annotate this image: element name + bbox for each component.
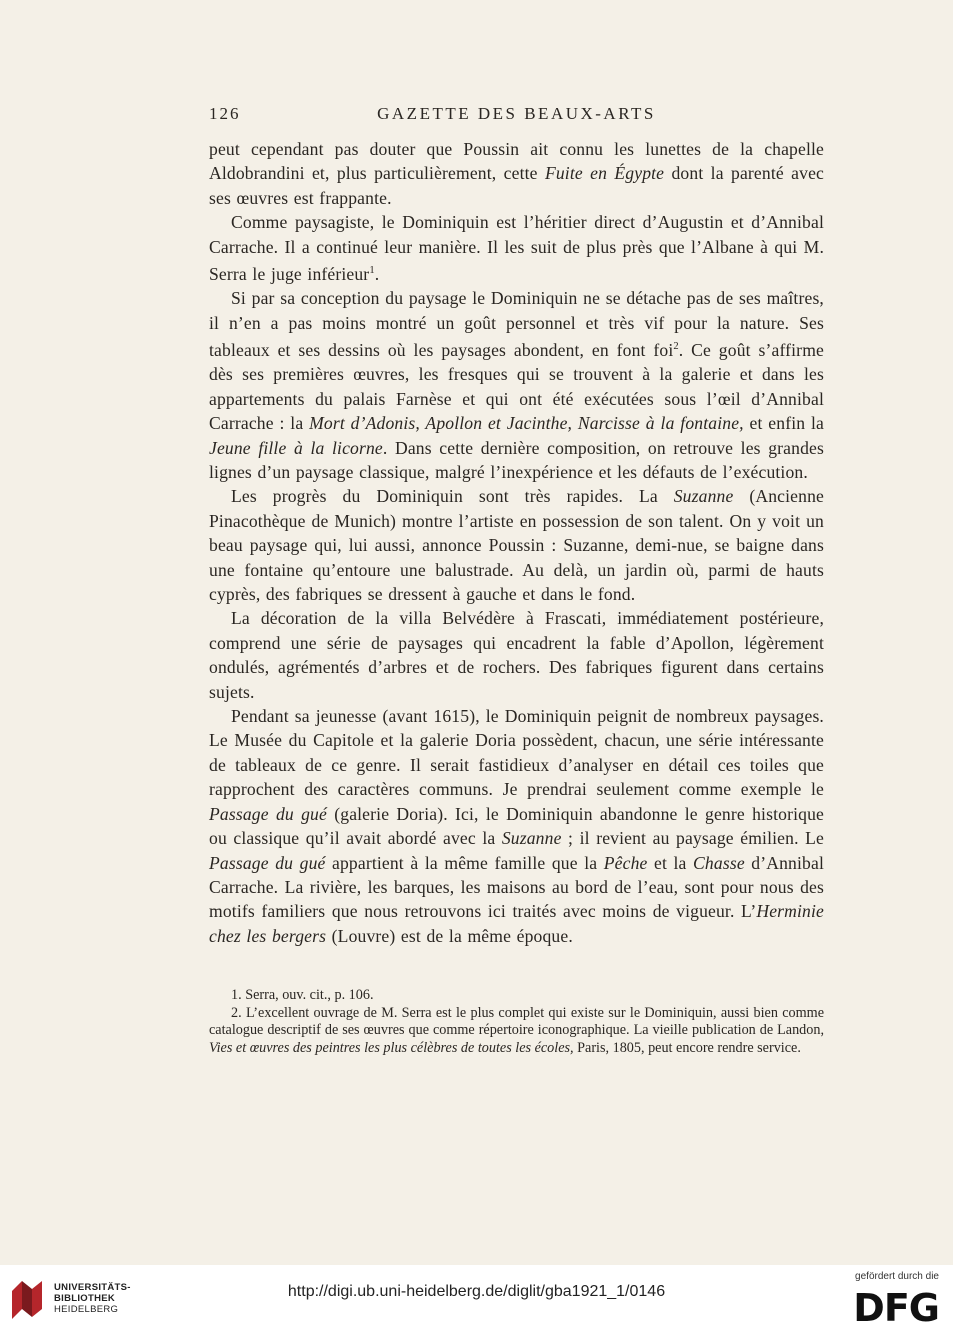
- text-run: appartient à la même famille que la: [325, 852, 604, 873]
- paragraph: [209, 704, 824, 948]
- text-run: et enfin la: [743, 413, 824, 434]
- italic-title: Pêche: [603, 852, 648, 873]
- text-run: (Ancienne Pinacothèque de Munich) montre l’artiste en possession de son talent. On y voit un beau paysage qui, lui aussi, annonce Poussin : Suzanne, demi-nue, se baigne dans une fontaine qu’entoure une balustrade. Au delà, un jardin où, parmi de hauts cyprès, des fabriques se dressent à gauche et dans le fond.: [209, 486, 824, 605]
- text-run: La décoration de la villa Belvédère à Frascati, immédiatement postérieure, comprend une série de paysages qui encadrent la fable d’Apollon, légèrement ondulés, agrémentés d’arbres et de rochers. Des fabriques figurent dans certains sujets.: [209, 608, 824, 702]
- italic-title: Vies et œuvres des peintres les plus célèbres de toutes les écoles,: [209, 1039, 574, 1056]
- paragraph: [209, 484, 824, 606]
- text-run: dont la parenté avec ses œuvres est frappante.: [209, 163, 824, 208]
- page-header: [209, 104, 824, 128]
- text-run: . Dans cette dernière composition, on retrouve les grandes lignes d’un paysage classique, malgré l’inexpérience et les défauts de l’exécution.: [209, 437, 824, 482]
- footnote: [209, 987, 824, 1005]
- running-title: GAZETTE DES BEAUX-ARTS: [377, 104, 656, 123]
- text-run: Les progrès du Dominiquin sont très rapides. La: [231, 486, 674, 507]
- text-run: Paris, 1805, peut encore rendre service.: [573, 1039, 801, 1056]
- viewer-footer: [0, 1265, 953, 1333]
- footnote-ref: 2: [673, 341, 679, 353]
- italic-title: Herminie chez les bergers: [209, 901, 824, 946]
- funding-caption: gefördert durch die: [855, 1271, 939, 1282]
- italic-title: Fuite en Égypte: [544, 163, 665, 184]
- text-run: 1. Serra, ouv. cit., p. 106.: [231, 987, 374, 1003]
- article-body: [209, 137, 824, 948]
- footnote-ref: 1: [369, 265, 375, 277]
- paragraph: [209, 606, 824, 704]
- dfg-logo: DFG: [853, 1286, 939, 1330]
- text-run: et la: [647, 852, 694, 873]
- text-run: d’Annibal Carrache. La rivière, les barques, les maisons au bord de l’eau, sont pour nous des motifs familiers que nous retrouvons ici traités avec moins de vigueur. L’: [209, 852, 824, 922]
- text-run: (Louvre) est de la même époque.: [326, 925, 573, 946]
- italic-title: Suzanne: [501, 828, 562, 849]
- text-run: 2. L’excellent ouvrage de M. Serra est le plus complet qui existe sur le Dominiquin, aussi bien comme catalogue descriptif de ses œuvres que comme répertoire iconographique. La vieille publication de Landon,: [209, 1004, 824, 1039]
- italic-title: Suzanne: [673, 486, 734, 507]
- footnotes: [209, 987, 824, 1057]
- library-line-3: HEIDELBERG: [54, 1304, 119, 1315]
- text-run: Comme paysagiste, le Dominiquin est l’héritier direct d’Augustin et d’Annibal Carrache. Il a continué leur manière. Il les suit de plus près que l’Albane à qui M. Serra le juge inférieur: [209, 212, 824, 284]
- document-url-link[interactable]: http://digi.ub.uni-heidelberg.de/diglit/gba1921_1/0146: [287, 1283, 666, 1300]
- text-run: Si par sa conception du paysage le Dominiquin ne se détache pas de ses maîtres, il n’en a pas moins montré un goût personnel et très vif pour la nature. Ses tableaux et ses dessins où les paysages abondent, en font foi: [209, 288, 824, 360]
- text-run: Pendant sa jeunesse (avant 1615), le Dominiquin peignit de nombreux paysages. Le Musée du Capitole et la galerie Doria possèdent, chacun, une série intéressante de tableaux de ce genre. Il serait fastidieux d’analyser en détail ces toiles que rapprochent des caractères communs. Je prendrai seulement comme exemple le: [209, 706, 824, 800]
- italic-title: Passage du gué: [209, 852, 326, 873]
- footnote: [209, 1005, 824, 1058]
- library-line-1: UNIVERSITÄTS-: [54, 1282, 131, 1293]
- library-line-2: BIBLIOTHEK: [54, 1293, 116, 1304]
- text-run: . Ce goût s’affirme dès ses premières œuvres, les fresques qui se trouvent à la galerie et dans les appartements du palais Farnèse et qui ont été exécutées sous l’œil d’Annibal Carrache : la: [209, 339, 824, 434]
- text-run: ; il revient au paysage émilien. Le: [561, 828, 824, 849]
- text-run: (galerie Doria). Ici, le Dominiquin abandonne le genre historique ou classique qu’il avait abordé avec la: [209, 803, 824, 849]
- italic-title: Jeune fille à la licorne: [209, 437, 383, 458]
- paragraph: [209, 137, 824, 210]
- page-number: 126: [209, 104, 241, 123]
- text-run: .: [374, 263, 380, 284]
- italic-title: Passage du gué: [209, 803, 327, 824]
- italic-title: Chasse: [693, 852, 745, 873]
- italic-title: Mort d’Adonis, Apollon et Jacinthe, Narcisse à la fontaine,: [309, 413, 744, 434]
- paragraph: [209, 286, 824, 484]
- text-run: peut cependant pas douter que Poussin ait connu les lunettes de la chapelle Aldobrandini et, plus particulièrement, cette: [209, 139, 824, 184]
- paragraph: [209, 210, 824, 286]
